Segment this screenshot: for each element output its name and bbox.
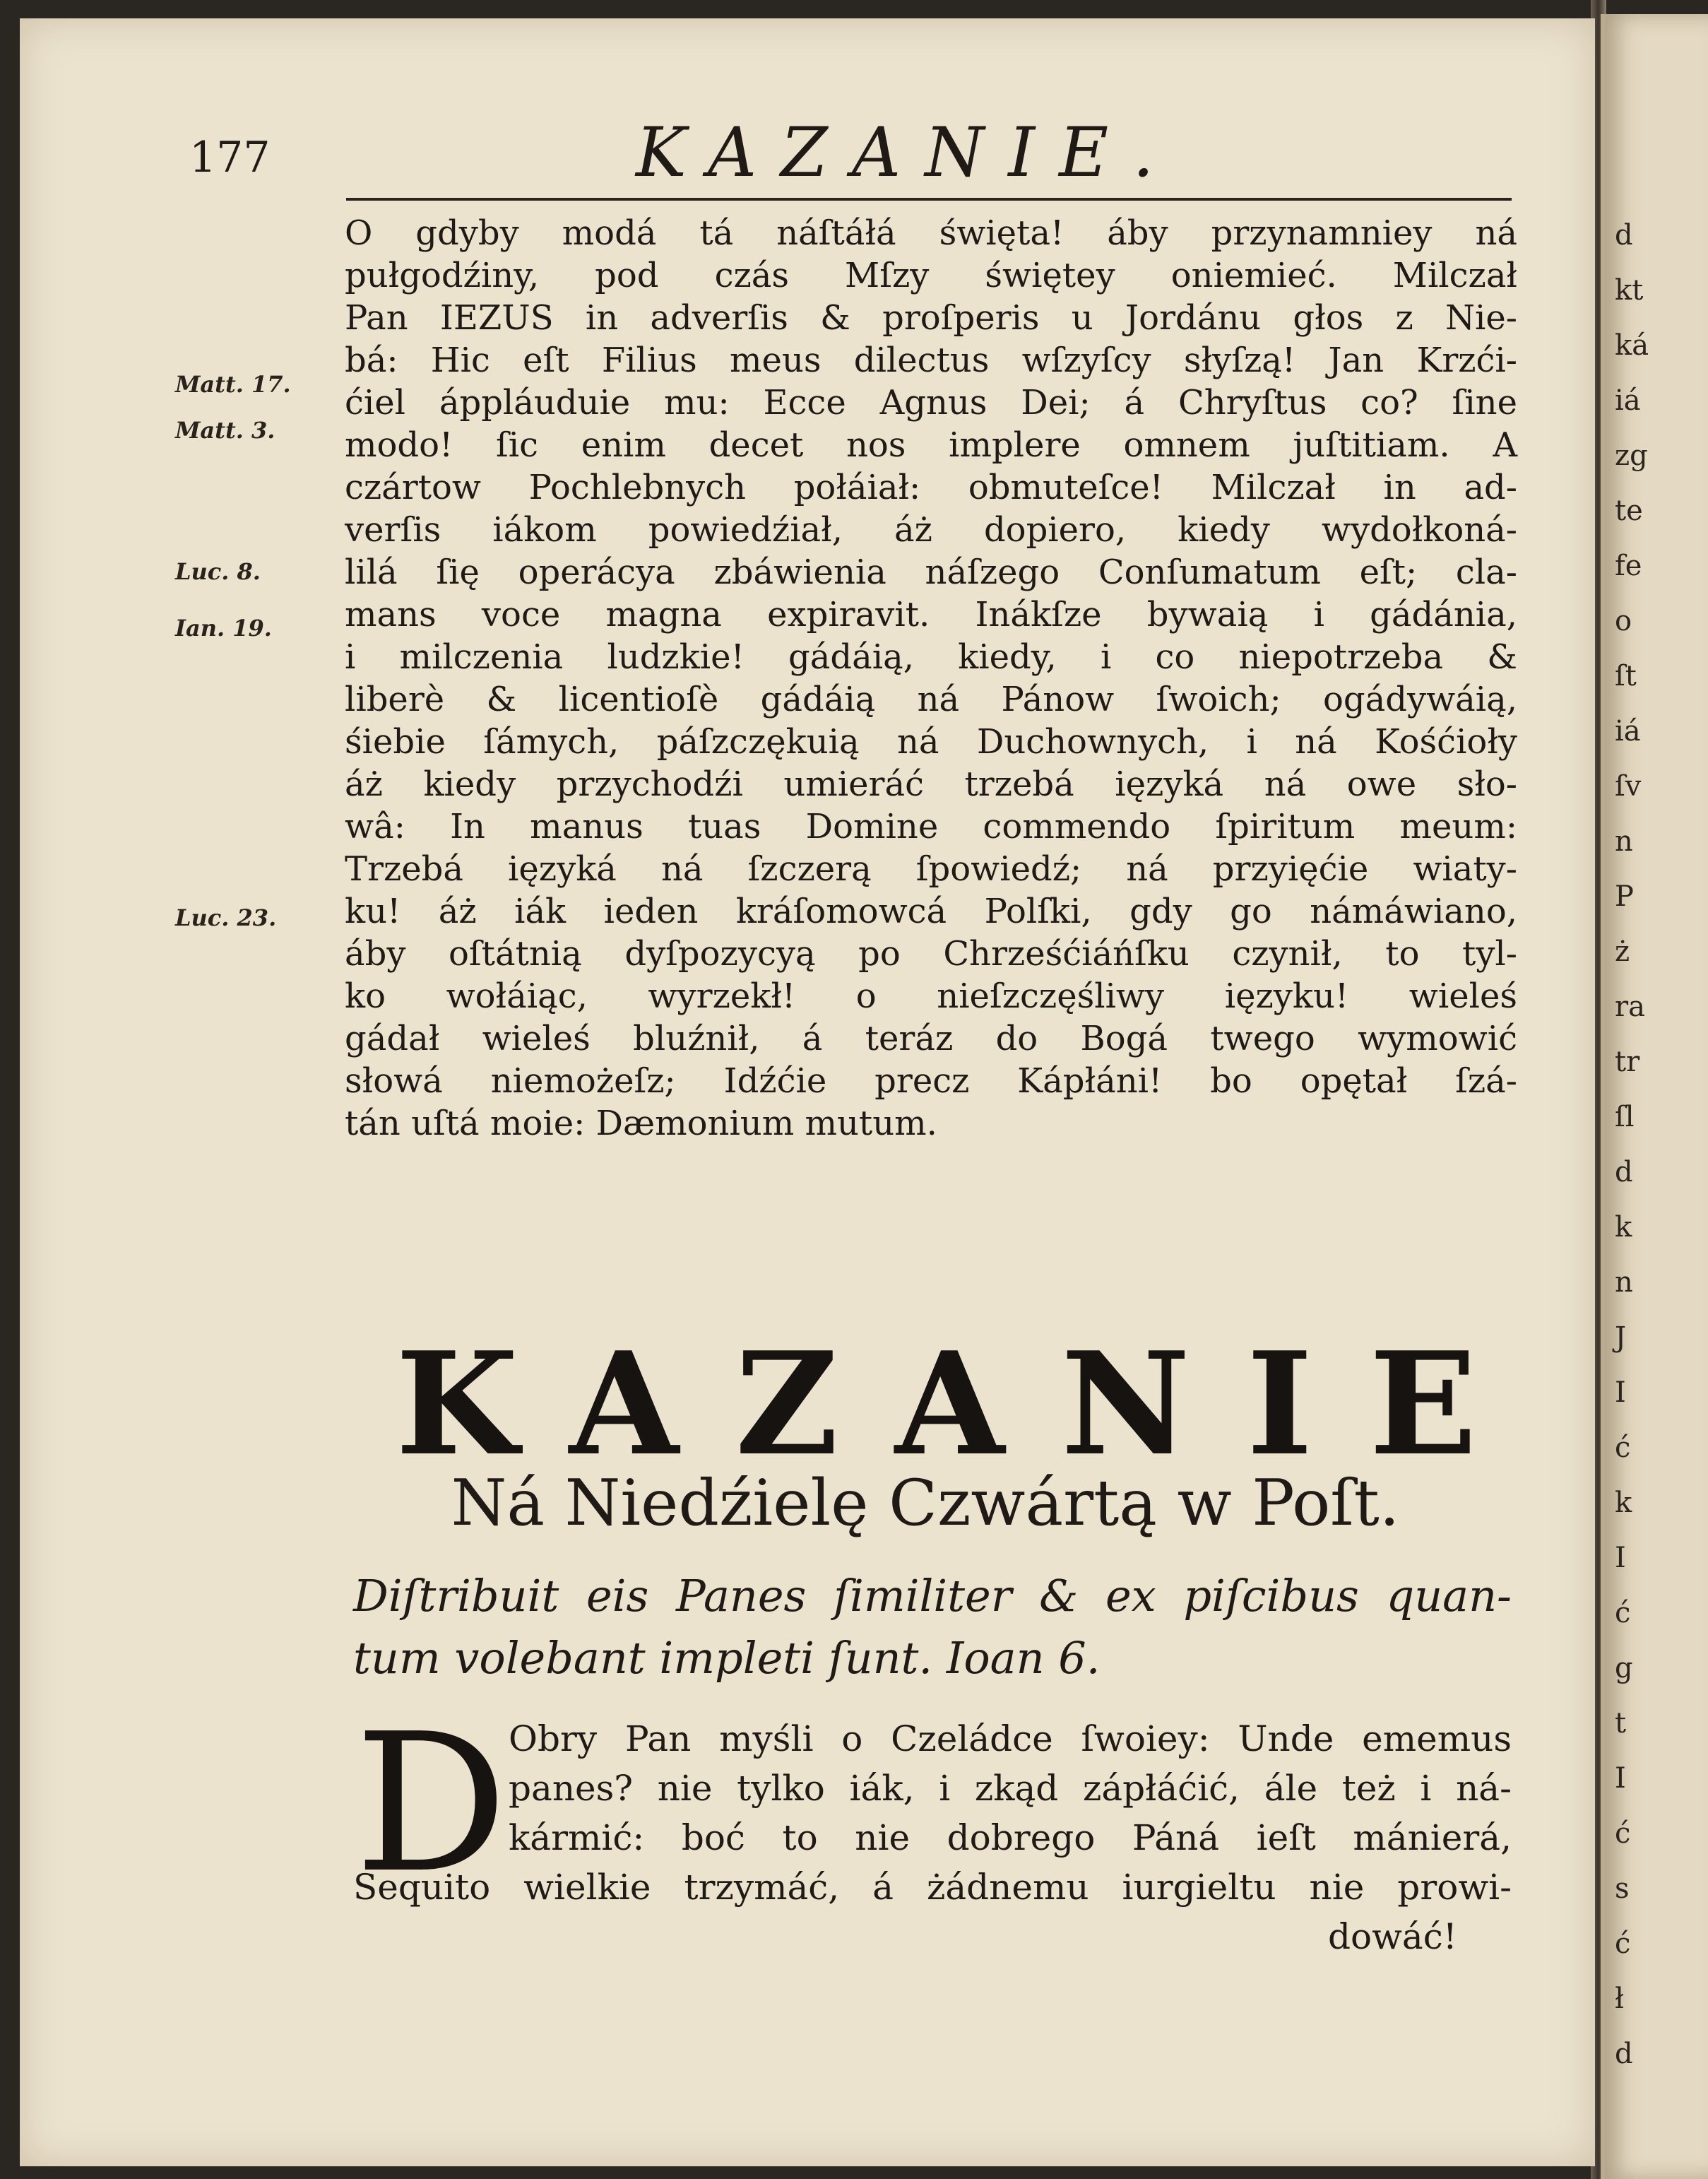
facing-page-fragment: ſv	[1615, 770, 1642, 803]
sermon-line: panes? nie tylko iák, i zkąd zápłáćić, ále też i ná-	[509, 1768, 1512, 1809]
facing-page-fragment: ć	[1615, 1431, 1631, 1464]
page-number: 177	[189, 133, 271, 182]
facing-page-fragment: s	[1615, 1872, 1630, 1905]
body-line: lilá ſię operácya zbáwienia náſzego Conſumatum eſt; cla-	[345, 553, 1517, 592]
body-line: słowá niemożeſz; Idźćie precz Kápłáni! bo opętał ſzá-	[345, 1061, 1517, 1101]
margin-note: Ian. 19.	[175, 615, 272, 642]
body-line: i milczenia ludzkie! gádáią, kiedy, i co niepotrzeba &	[345, 637, 1517, 677]
facing-page-fragment: ſt	[1615, 660, 1637, 692]
facing-page-fragment: n	[1615, 1266, 1633, 1299]
facing-page-fragment: I	[1615, 1376, 1626, 1409]
body-line: tán uſtá moie: Dæmonium mutum.	[345, 1104, 937, 1143]
body-line: wâ: In manus tuas Domine commendo ſpiritum meum:	[345, 807, 1517, 846]
facing-page-fragment: t	[1615, 1707, 1627, 1740]
body-line: śiebie ſámych, páſzczękuią ná Duchownych, i ná Kośćioły	[345, 722, 1517, 762]
facing-page-fragment: k	[1615, 1487, 1632, 1519]
body-line: Trzebá ięzyká ná ſzczerą ſpowiedź; ná przyięćie wiaty-	[345, 849, 1517, 889]
facing-page-fragment: o	[1615, 605, 1632, 637]
body-line: O gdyby modá tá náſtáłá święta! áby przynamniey ná	[345, 213, 1517, 253]
facing-page-fragment: J	[1615, 1321, 1627, 1354]
facing-page-fragment: d	[1615, 1156, 1633, 1188]
facing-page-fragment: ſl	[1615, 1101, 1635, 1133]
facing-page-fragment: d	[1615, 219, 1633, 252]
body-line: modo! ſic enim decet nos implere omnem juſtitiam. A	[345, 425, 1517, 465]
body-line: Pan IEZUS in adverſis & proſperis u Jordánu głos z Nie-	[345, 298, 1517, 338]
facing-page-fragment: iá	[1615, 384, 1641, 417]
facing-page-fragment: d	[1615, 2038, 1633, 2070]
theme-line: Diſtribuit eis Panes ſimiliter & ex piſcibus quan-	[353, 1570, 1512, 1622]
sermon-line: kármić: boć to nie dobrego Páná ieſt mánierá,	[509, 1817, 1512, 1858]
body-line: áż kiedy przychodźi umieráć trzebá ięzyká ná owe sło-	[345, 764, 1517, 804]
facing-page-fragment: zg	[1615, 439, 1648, 472]
facing-page-fragment: n	[1615, 825, 1633, 858]
facing-page-edge	[1601, 14, 1708, 2179]
facing-page-fragment: I	[1615, 1762, 1626, 1795]
facing-page-fragment: ż	[1615, 935, 1630, 968]
body-line: ko wołáiąc, wyrzekł! o nieſzczęśliwy ięzyku! wieleś	[345, 976, 1517, 1016]
body-line: gádał wieleś bluźnił, á teráz do Bogá twego wymowić	[345, 1019, 1517, 1058]
facing-page-fragment: ć	[1615, 1927, 1631, 1960]
facing-page-fragment: fe	[1615, 550, 1642, 582]
body-line: ćiel áppláuduie mu: Ecce Agnus Dei; á Chryſtus co? ſine	[345, 383, 1517, 423]
facing-page-fragment: k	[1615, 1211, 1632, 1244]
sermon-title: KAZANIE	[396, 1321, 1534, 1487]
facing-page-fragment: P	[1615, 880, 1634, 913]
margin-note: Matt. 17.	[175, 371, 291, 398]
body-line: ku! áż iák ieden kráſomowcá Polſki, gdy go námáwiano,	[345, 892, 1517, 931]
body-line: liberè & licentioſè gádáią ná Pánow ſwoich; ogádywáią,	[345, 680, 1517, 719]
sermon-line: Sequito wielkie trzymáć, á żádnemu iurgieltu nie prowi-	[353, 1867, 1512, 1908]
facing-page-fragment: kt	[1615, 274, 1644, 307]
margin-note: Luc. 8.	[175, 558, 261, 585]
margin-note: Luc. 23.	[175, 904, 277, 931]
theme-line: tum volebant impleti ſunt. Ioan 6.	[353, 1632, 1101, 1684]
facing-page-fragment: ra	[1615, 991, 1645, 1023]
sermon-line: Obry Pan myśli o Czeládce ſwoiey: Unde ememus	[509, 1718, 1512, 1759]
facing-page-fragment: ć	[1615, 1597, 1631, 1629]
header-rule	[346, 198, 1512, 201]
drop-cap: D	[355, 1692, 508, 1915]
body-line: áby oſtátnią dyſpozycyą po Chrześćiáńſku czynił, to tyl-	[345, 934, 1517, 974]
body-line: pułgodźiny, pod czás Mſzy świętey oniemieć. Milczał	[345, 256, 1517, 295]
facing-page-fragment: g	[1615, 1652, 1633, 1684]
facing-page-fragment: ć	[1615, 1817, 1631, 1850]
body-line: bá: Hic eſt Filius meus dilectus wſzyſcy słyſzą! Jan Krzći-	[345, 341, 1517, 380]
facing-page-fragment: iá	[1615, 715, 1641, 748]
facing-page-fragment: ł	[1615, 1983, 1624, 2015]
sermon-subtitle: Ná Niedźielę Czwártą w Poſt.	[451, 1466, 1400, 1540]
body-line: verſis iákom powiedźiał, áż dopiero, kiedy wydołkoná-	[345, 510, 1517, 550]
running-head: KAZANIE.	[636, 113, 1178, 192]
facing-page-fragment: I	[1615, 1542, 1626, 1574]
body-line: mans voce magna expiravit. Inákſze bywaią i gádánia,	[345, 595, 1517, 634]
margin-note: Matt. 3.	[175, 417, 275, 444]
facing-page-fragment: te	[1615, 495, 1643, 527]
facing-page-fragment: tr	[1615, 1046, 1640, 1078]
body-line: czártow Pochlebnych połáiał: obmuteſce! Milczał in ad-	[345, 468, 1517, 507]
facing-page-fragment: ká	[1615, 329, 1649, 362]
sermon-line: dowáć!	[1328, 1916, 1457, 1957]
